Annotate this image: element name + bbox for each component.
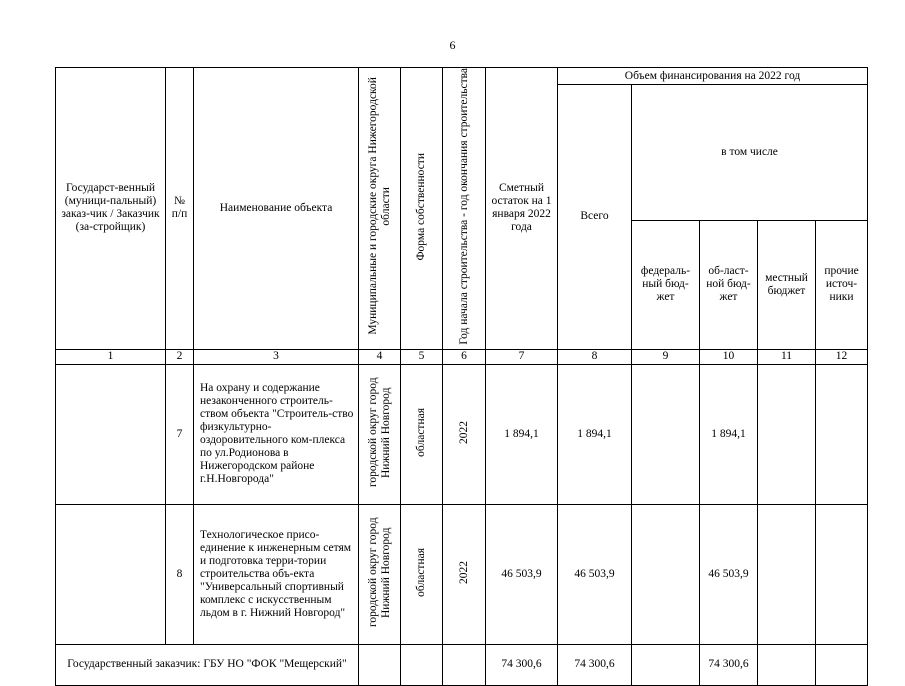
total-ownership bbox=[401, 644, 443, 685]
table-row bbox=[56, 504, 868, 644]
cell-total: 46 503,9 bbox=[558, 504, 632, 644]
cell-number: 8 bbox=[166, 504, 194, 644]
header-ownership-text: Форма собственности bbox=[415, 152, 427, 261]
header-years-text: Год начала строительства - год окончания строительства bbox=[457, 68, 470, 345]
financing-table bbox=[55, 67, 868, 686]
cell-object-name: Технологическое присо-единение к инженерным сетям и подготовка терри-тории строительства объ-екта "Универсальный спортивный комплекс с искусственным льдом в г. Нижний Новгород" bbox=[194, 504, 359, 644]
cell-object-name: На охрану и содержание незаконченного строитель-ством объекта "Строитель-ство физкультурно-оздоровительного ком-плекса по ул.Родионова в Нижегородском районе г.Н.Новгорода" bbox=[194, 364, 359, 504]
header-ownership bbox=[401, 68, 443, 350]
cell-years-text: 2022 bbox=[457, 420, 470, 444]
total-municipality bbox=[359, 644, 401, 685]
column-number: 6 bbox=[443, 349, 486, 364]
cell-customer bbox=[56, 504, 166, 644]
cell-ownership bbox=[401, 504, 443, 644]
cell-ownership-text: областная bbox=[415, 547, 427, 597]
cell-years bbox=[443, 504, 486, 644]
column-number: 11 bbox=[758, 349, 816, 364]
cell-remaining: 1 894,1 bbox=[486, 364, 558, 504]
cell-municipality-text: городской округ город Нижний Новгород bbox=[366, 517, 392, 627]
column-number: 5 bbox=[401, 349, 443, 364]
cell-regional: 46 503,9 bbox=[700, 504, 758, 644]
total-total: 74 300,6 bbox=[558, 644, 632, 685]
cell-total: 1 894,1 bbox=[558, 364, 632, 504]
cell-regional: 1 894,1 bbox=[700, 364, 758, 504]
total-years bbox=[443, 644, 486, 685]
cell-other bbox=[816, 504, 868, 644]
cell-local bbox=[758, 364, 816, 504]
cell-municipality-text: городской округ город Нижний Новгород bbox=[366, 377, 392, 487]
header-financing: Объем финансирования на 2022 год bbox=[558, 68, 868, 85]
header-total: Всего bbox=[558, 85, 632, 350]
header-municipality bbox=[359, 68, 401, 350]
header-regional: об-ласт-ной бюд-жет bbox=[700, 220, 758, 349]
column-number: 3 bbox=[194, 349, 359, 364]
header-other: прочие источ-ники bbox=[816, 220, 868, 349]
cell-years-text: 2022 bbox=[457, 560, 470, 584]
total-other bbox=[816, 644, 868, 685]
header-number: № п/п bbox=[166, 68, 194, 350]
cell-federal bbox=[632, 504, 700, 644]
column-number: 7 bbox=[486, 349, 558, 364]
cell-other bbox=[816, 364, 868, 504]
table-row bbox=[56, 364, 868, 504]
total-federal bbox=[632, 644, 700, 685]
cell-municipality bbox=[359, 364, 401, 504]
header-years bbox=[443, 68, 486, 350]
total-local bbox=[758, 644, 816, 685]
column-number: 8 bbox=[558, 349, 632, 364]
header-including: в том числе bbox=[632, 85, 868, 221]
header-municipality-text: Муниципальные и городские округа Нижегородской области bbox=[366, 77, 392, 336]
total-row bbox=[56, 644, 868, 685]
cell-years bbox=[443, 364, 486, 504]
cell-local bbox=[758, 504, 816, 644]
total-label: Государственный заказчик: ГБУ НО "ФОК "Мещерский" bbox=[56, 644, 359, 685]
header-remaining: Сметный остаток на 1 января 2022 года bbox=[486, 68, 558, 350]
page-number: 6 bbox=[449, 38, 456, 52]
column-number: 10 bbox=[700, 349, 758, 364]
total-remaining: 74 300,6 bbox=[486, 644, 558, 685]
cell-ownership-text: областная bbox=[415, 407, 427, 457]
cell-remaining: 46 503,9 bbox=[486, 504, 558, 644]
column-number: 2 bbox=[166, 349, 194, 364]
cell-municipality bbox=[359, 504, 401, 644]
column-number: 9 bbox=[632, 349, 700, 364]
column-number: 1 bbox=[56, 349, 166, 364]
header-local: местный бюджет bbox=[758, 220, 816, 349]
cell-federal bbox=[632, 364, 700, 504]
column-number: 12 bbox=[816, 349, 868, 364]
column-number: 4 bbox=[359, 349, 401, 364]
total-regional: 74 300,6 bbox=[700, 644, 758, 685]
cell-number: 7 bbox=[166, 364, 194, 504]
header-object-name: Наименование объекта bbox=[194, 68, 359, 350]
header-federal: федераль-ный бюд-жет bbox=[632, 220, 700, 349]
column-number-row bbox=[56, 349, 868, 364]
cell-customer bbox=[56, 364, 166, 504]
cell-ownership bbox=[401, 364, 443, 504]
header-customer: Государст-венный (муници-пальный) заказ-чик / Заказчик (за-стройщик) bbox=[56, 68, 166, 350]
